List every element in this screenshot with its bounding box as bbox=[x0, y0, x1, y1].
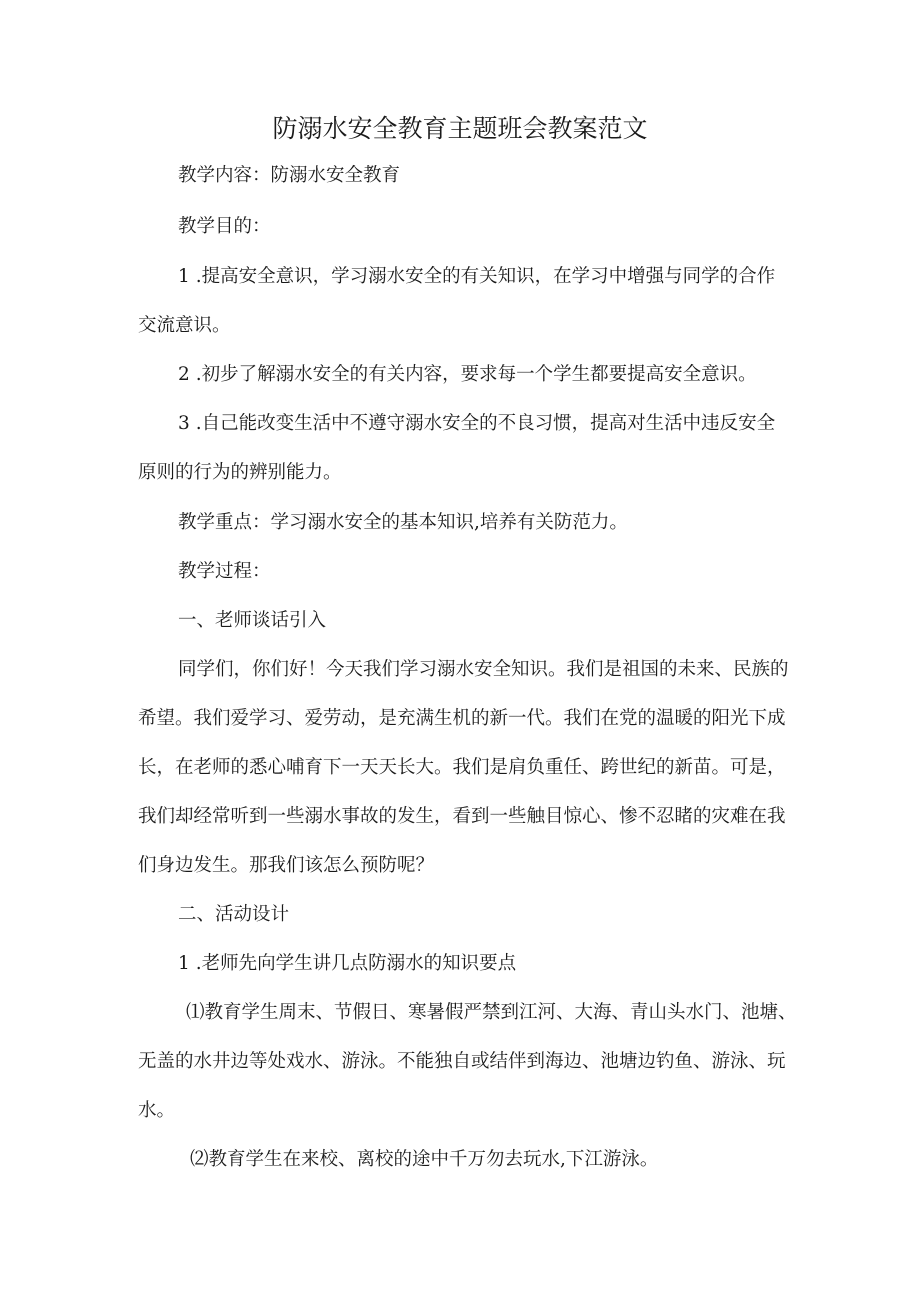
knowledge-point-1-line-1: ⑴教育学生周末、节假日、寒暑假严禁到江河、大海、青山头水门、池塘、 bbox=[186, 1002, 797, 1023]
purpose-item-2-text: .初步了解溺水安全的有关内容，要求每一个学生都要提高安全意识。 bbox=[195, 364, 757, 385]
purpose-item-3 bbox=[178, 411, 775, 437]
purpose-item-3-number: 3 bbox=[178, 413, 190, 434]
knowledge-point-1-line-2: 无盖的水井边等处戏水、游泳。不能独自或结伴到海边、池塘边钓鱼、游泳、玩 bbox=[138, 1051, 786, 1072]
section-1-heading: 一、老师谈话引入 bbox=[178, 610, 327, 631]
page-title: 防溺水安全教育主题班会教案范文 bbox=[272, 114, 648, 143]
purpose-item-1-text: .提高安全意识，学习溺水安全的有关知识，在学习中增强与同学的合作 bbox=[195, 266, 776, 287]
intro-paragraph-line-4: 我们却经常听到一些溺水事故的发生，看到一些触目惊心、惨不忍睹的灾难在我 bbox=[138, 806, 786, 827]
purpose-item-1-continued: 交流意识。 bbox=[138, 315, 231, 336]
teaching-purpose-heading: 教学目的： bbox=[178, 216, 271, 237]
activity-item-1-number: 1 bbox=[178, 953, 190, 974]
activity-item-1 bbox=[178, 951, 516, 977]
intro-paragraph-line-3: 长，在老师的悉心哺育下一天天长大。我们是肩负重任、跨世纪的新苗。可是， bbox=[138, 757, 786, 778]
purpose-item-3-continued: 原则的行为的辨别能力。 bbox=[138, 462, 342, 483]
purpose-item-2 bbox=[178, 362, 757, 388]
intro-paragraph-line-2: 希望。我们爱学习、爱劳动，是充满生机的新一代。我们在党的温暖的阳光下成 bbox=[138, 708, 786, 729]
intro-paragraph-line-1: 同学们，你们好！今天我们学习溺水安全知识。我们是祖国的未来、民族的 bbox=[178, 659, 789, 680]
purpose-item-2-number: 2 bbox=[178, 364, 190, 385]
knowledge-point-1-line-3: 水。 bbox=[138, 1100, 176, 1121]
purpose-item-1-number: 1 bbox=[178, 266, 190, 287]
teaching-key-points: 教学重点：学习溺水安全的基本知识,培养有关防范力。 bbox=[178, 512, 628, 533]
activity-item-1-text: .老师先向学生讲几点防溺水的知识要点 bbox=[195, 953, 517, 974]
intro-paragraph-line-5: 们身边发生。那我们该怎么预防呢？ bbox=[138, 855, 435, 876]
teaching-content: 教学内容：防溺水安全教育 bbox=[178, 165, 401, 186]
knowledge-point-2: ⑵教育学生在来校、离校的途中千万勿去玩水,下江游泳。 bbox=[190, 1149, 659, 1170]
purpose-item-1 bbox=[178, 264, 775, 290]
purpose-item-3-text: .自己能改变生活中不遵守溺水安全的不良习惯，提高对生活中违反安全 bbox=[195, 413, 776, 434]
section-2-heading: 二、活动设计 bbox=[178, 904, 290, 925]
teaching-process-heading: 教学过程： bbox=[178, 561, 271, 582]
